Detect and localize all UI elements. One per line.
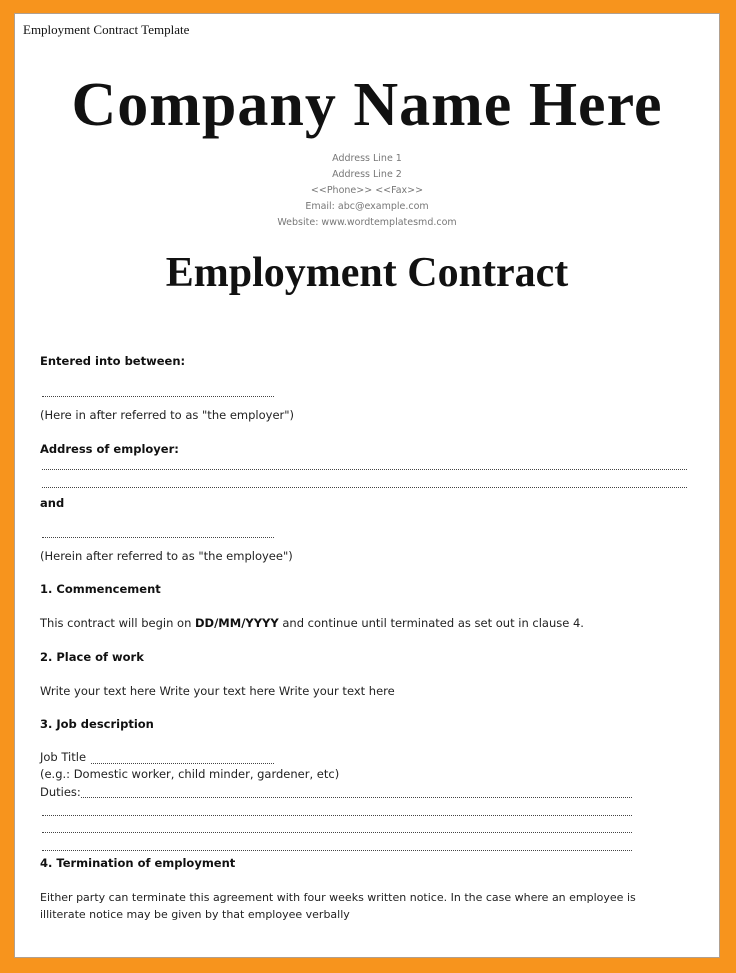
company-address-block (15, 151, 719, 231)
section-1-text-before: This contract will begin on (40, 616, 196, 630)
duties-label: Duties: (40, 785, 81, 799)
section-1-heading: 1. Commencement (40, 582, 161, 596)
duties-field-1[interactable] (81, 797, 632, 798)
website-line: Website: www.wordtemplatesmd.com (277, 217, 457, 228)
job-example-text: (e.g.: Domestic worker, child minder, gardener, etc) (40, 767, 340, 781)
address-line-1: Address Line 1 (332, 153, 402, 164)
document-label: Employment Contract Template (23, 22, 190, 37)
email-line: Email: abc@example.com (305, 201, 429, 212)
job-title-field[interactable] (91, 763, 274, 764)
company-name: Company Name Here (71, 71, 663, 139)
duties-field-4[interactable] (42, 850, 632, 851)
section-1-text-after: and continue until terminated as set out in clause 4. (278, 616, 584, 630)
phone-fax: <<Phone>> <<Fax>> (310, 185, 424, 196)
section-2-text: Write your text here Write your text here Write your text here (40, 684, 395, 698)
employer-note: (Here in after referred to as "the employer") (40, 408, 295, 422)
job-title-label: Job Title (40, 750, 87, 764)
section-4-heading: 4. Termination of employment (40, 856, 236, 870)
and-label: and (40, 496, 65, 510)
employer-address-field-1[interactable] (42, 469, 687, 470)
address-line-2: Address Line 2 (332, 169, 402, 180)
entered-into-heading: Entered into between: (40, 354, 186, 368)
section-3-heading: 3. Job description (40, 717, 154, 731)
employer-name-field[interactable] (42, 396, 274, 397)
section-1-text (40, 616, 584, 630)
start-date: DD/MM/YYYY (195, 616, 279, 630)
section-2-heading: 2. Place of work (40, 650, 144, 664)
employee-name-field[interactable] (42, 537, 274, 538)
section-4-line-2: illiterate notice may be given by that employee verbally (40, 908, 350, 921)
duties-field-2[interactable] (42, 815, 632, 816)
section-4-line-1: Either party can terminate this agreement with four weeks written notice. In the case where an employee is (40, 891, 636, 904)
contract-title: Employment Contract (165, 250, 569, 296)
duties-field-3[interactable] (42, 832, 632, 833)
employee-note: (Herein after referred to as "the employee") (40, 549, 293, 563)
document-page (14, 13, 720, 958)
address-of-employer-heading: Address of employer: (40, 442, 179, 456)
employer-address-field-2[interactable] (42, 487, 687, 488)
